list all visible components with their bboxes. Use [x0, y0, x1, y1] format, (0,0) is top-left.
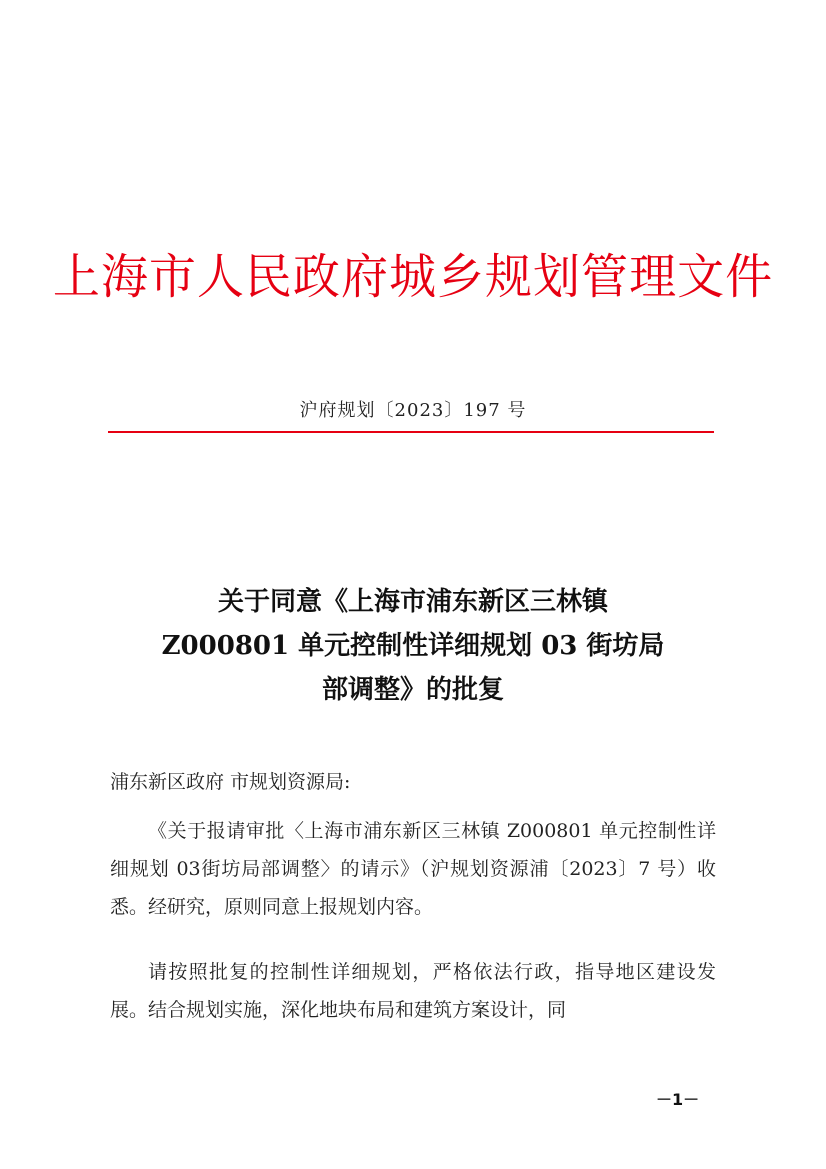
page-number: －1－ — [656, 1090, 700, 1109]
title-line-1: 关于同意《上海市浦东新区三林镇 — [217, 587, 608, 617]
title-line-2: Z000801 单元控制性详细规划 03 街坊局 — [161, 631, 665, 661]
document-number: 沪府规划〔2023〕197 号 — [299, 400, 527, 421]
body-paragraph-1: 《关于报请审批〈上海市浦东新区三林镇 Z000801 单元控制性详细规划 03街坊局部调整〉的请示》（沪规划资源浦〔2023〕7 号）收悉。经研究，原则同意上报规划内容。 — [110, 820, 716, 918]
document-title — [0, 580, 826, 712]
salutation: 浦东新区政府 市规划资源局: — [110, 771, 351, 793]
title-line-3: 部调整》的批复 — [321, 675, 504, 705]
masthead-title: 上海市人民政府城乡规划管理文件 — [52, 249, 774, 305]
red-divider-line — [108, 431, 714, 433]
body-paragraph-2: 请按照批复的控制性详细规划，严格依法行政，指导地区建设发展。结合规划实施，深化地块布局和建筑方案设计，同 — [110, 961, 716, 1021]
